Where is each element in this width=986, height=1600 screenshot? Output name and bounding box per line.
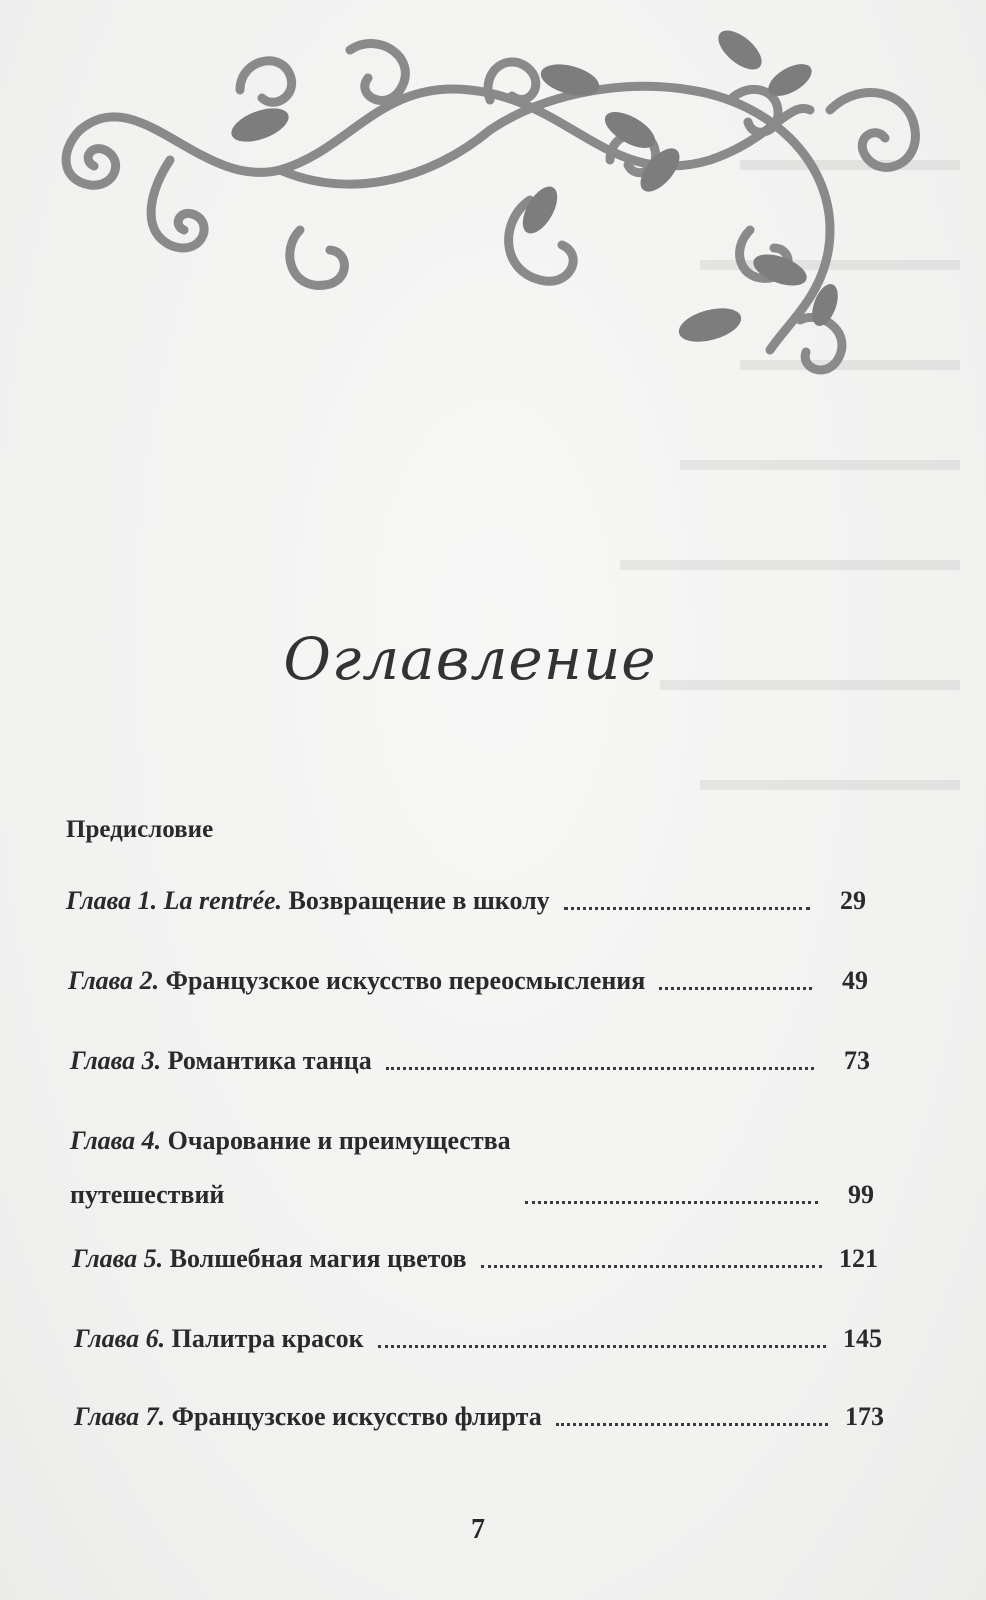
chapter-number: Глава 5. xyxy=(72,1244,164,1273)
chapter-number: Глава 6. xyxy=(74,1324,166,1353)
page-title: Оглавление xyxy=(283,625,657,693)
toc-entry-chapter-6 xyxy=(74,1322,882,1356)
chapter-title-italic: La rentrée. xyxy=(163,886,283,915)
toc-entry-chapter-4 xyxy=(70,1124,874,1212)
chapter-title: Французское искусство переосмысления xyxy=(165,966,646,995)
page-number-folio: 7 xyxy=(471,1514,485,1545)
chapter-title: Французское искусство флирта xyxy=(171,1402,542,1431)
chapter-number: Глава 1. xyxy=(66,886,158,915)
toc-entry-chapter-3 xyxy=(70,1044,870,1078)
chapter-title: Романтика танца xyxy=(167,1046,372,1075)
chapter-number: Глава 2. xyxy=(68,966,160,995)
chapter-title: Палитра красок xyxy=(171,1324,364,1353)
chapter-page-number: 173 xyxy=(845,1402,884,1431)
dot-leader xyxy=(556,1423,828,1426)
chapter-page-number: 73 xyxy=(844,1046,870,1075)
chapter-title: Очарование и преимущества xyxy=(167,1126,511,1155)
toc-entry-label xyxy=(68,964,645,998)
toc-entry-chapter-1 xyxy=(66,884,866,918)
toc-entry-label xyxy=(70,1044,372,1078)
preface-heading: Предисловие xyxy=(66,816,214,843)
dot-leader xyxy=(378,1345,826,1348)
toc-entry-label xyxy=(74,1400,542,1434)
chapter-title: Волшебная магия цветов xyxy=(169,1244,467,1273)
dot-leader xyxy=(481,1265,822,1268)
vine-ornament xyxy=(50,20,940,420)
chapter-page-number: 121 xyxy=(839,1244,878,1273)
chapter-page-number: 99 xyxy=(848,1180,874,1209)
dot-leader xyxy=(659,987,812,990)
chapter-page-number: 145 xyxy=(843,1324,882,1353)
toc-entry-chapter-7 xyxy=(74,1400,884,1434)
toc-entry-chapter-2 xyxy=(68,964,868,998)
chapter-number: Глава 7. xyxy=(74,1402,166,1431)
toc-entry-label xyxy=(72,1242,467,1276)
toc-entry-label xyxy=(66,884,550,918)
toc-entry-chapter-5 xyxy=(72,1242,878,1276)
chapter-title-line-2: путешествий xyxy=(70,1180,225,1209)
dot-leader xyxy=(525,1201,818,1204)
chapter-page-number: 29 xyxy=(840,886,866,915)
toc-entry-label xyxy=(74,1322,364,1356)
dot-leader xyxy=(386,1067,814,1070)
chapter-number: Глава 4. xyxy=(70,1126,162,1155)
chapter-number: Глава 3. xyxy=(70,1046,162,1075)
dot-leader xyxy=(564,907,810,910)
chapter-page-number: 49 xyxy=(842,966,868,995)
toc-entry-label xyxy=(70,1124,511,1212)
chapter-title: Возвращение в школу xyxy=(288,886,550,915)
